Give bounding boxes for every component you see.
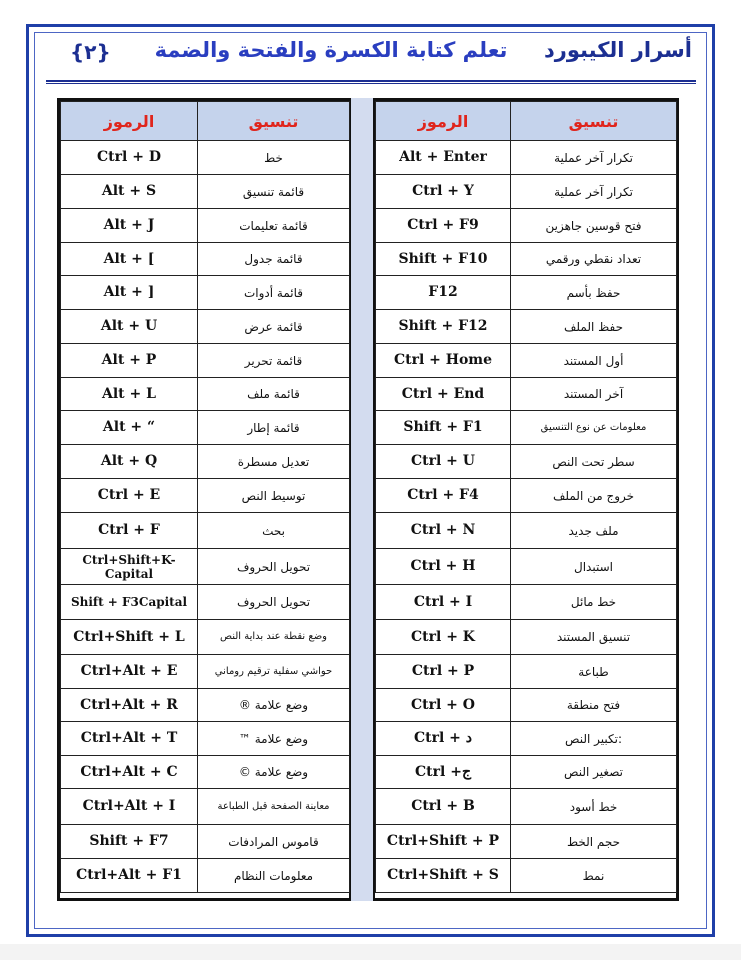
table-row (61, 655, 350, 689)
shortcut-key-cell: Shift + F12 (376, 310, 511, 344)
header-format: تنسيق (198, 102, 350, 141)
shortcut-key-cell: Ctrl+Alt + F1 (61, 859, 198, 893)
shortcut-key-cell: Alt + [ (61, 243, 198, 276)
header-format: تنسيق (511, 102, 677, 141)
shortcut-key-cell: Ctrl+Alt + R (61, 689, 198, 722)
table-row (61, 445, 350, 479)
table-row (376, 859, 677, 893)
shortcut-key-cell: Alt + “ (61, 411, 198, 445)
shortcut-description-cell: تعديل مسطرة (198, 445, 350, 479)
table-row (376, 620, 677, 655)
table-row (61, 789, 350, 825)
shortcut-key-cell: Ctrl + U (376, 445, 511, 479)
shortcut-key-cell: Alt + J (61, 209, 198, 243)
bottom-margin (0, 944, 741, 960)
header-symbols: الرموز (61, 102, 198, 141)
table-row (376, 411, 677, 445)
shortcut-key-cell: Ctrl+Shift+K-Capital (61, 549, 198, 585)
shortcut-key-cell: Ctrl+Shift + L (61, 620, 198, 655)
shortcut-key-cell: Ctrl + Home (376, 344, 511, 378)
shortcut-description-cell: أول المستند (511, 344, 677, 378)
shortcut-key-cell: Alt + U (61, 310, 198, 344)
shortcut-description-cell: تعداد نقطي ورقمي (511, 243, 677, 276)
shortcut-key-cell: Ctrl+Alt + I (61, 789, 198, 825)
shortcut-description-cell: توسيط النص (198, 479, 350, 513)
table-row (376, 789, 677, 825)
shortcut-description-cell: خط مائل (511, 585, 677, 620)
shortcut-description-cell: حفظ بأسم (511, 276, 677, 310)
shortcut-key-cell: Shift + F7 (61, 825, 198, 859)
table-row (61, 756, 350, 789)
shortcut-description-cell: تحويل الحروف (198, 549, 350, 585)
shortcut-key-cell: Ctrl + N (376, 513, 511, 549)
shortcut-description-cell: حفظ الملف (511, 310, 677, 344)
shortcut-description-cell: آخر المستند (511, 378, 677, 411)
shortcut-description-cell: فتح منطقة (511, 689, 677, 722)
table-row (61, 825, 350, 859)
shortcut-key-cell: Ctrl + F9 (376, 209, 511, 243)
page-number-badge: {٢} (70, 40, 111, 64)
table-row (376, 209, 677, 243)
shortcut-description-cell: تحويل الحروف (198, 585, 350, 620)
shortcut-key-cell: Ctrl+Shift + S (376, 859, 511, 893)
header-divider (46, 80, 696, 84)
table-header-row (376, 102, 677, 141)
table-row (376, 276, 677, 310)
shortcut-key-cell: Ctrl+Shift + P (376, 825, 511, 859)
shortcut-key-cell: Ctrl + F (61, 513, 198, 549)
page-header (40, 34, 700, 76)
shortcut-description-cell: بحث (198, 513, 350, 549)
shortcut-key-cell: F12 (376, 276, 511, 310)
title-main: أسرار الكيبورد (544, 38, 692, 62)
table-row (376, 344, 677, 378)
shortcut-key-cell: Ctrl +ج (376, 756, 511, 789)
table-row (61, 513, 350, 549)
shortcut-key-cell: Ctrl + H (376, 549, 511, 585)
shortcut-description-cell: معلومات عن نوع التنسيق (511, 411, 677, 445)
shortcut-description-cell: معاينة الصفحة قبل الطباعة (198, 789, 350, 825)
table-header-row (61, 102, 350, 141)
shortcut-description-cell: قائمة جدول (198, 243, 350, 276)
shortcut-description-cell: خروج من الملف (511, 479, 677, 513)
right-table-body (376, 141, 677, 893)
table-row (376, 689, 677, 722)
shortcut-key-cell: Ctrl + K (376, 620, 511, 655)
table-row (61, 479, 350, 513)
shortcut-key-cell: Alt + L (61, 378, 198, 411)
shortcut-description-cell: حجم الخط (511, 825, 677, 859)
shortcut-description-cell: فتح قوسين جاهزين (511, 209, 677, 243)
table-row (61, 722, 350, 756)
shortcut-description-cell: قائمة تنسيق (198, 175, 350, 209)
shortcut-description-cell: قائمة أدوات (198, 276, 350, 310)
table-row (376, 513, 677, 549)
shortcut-key-cell: Ctrl+Alt + E (61, 655, 198, 689)
shortcut-description-cell: قائمة تعليمات (198, 209, 350, 243)
table-row (376, 585, 677, 620)
table-row (61, 689, 350, 722)
shortcut-description-cell: :تكبير النص (511, 722, 677, 756)
shortcut-description-cell: قائمة ملف (198, 378, 350, 411)
shortcut-description-cell: استبدال (511, 549, 677, 585)
table-row (61, 175, 350, 209)
shortcut-key-cell: Ctrl + O (376, 689, 511, 722)
shortcut-key-cell: Ctrl + D (61, 141, 198, 175)
table-row (376, 243, 677, 276)
table-row (376, 756, 677, 789)
shortcut-description-cell: تكرار آخر عملية (511, 141, 677, 175)
table-column-divider (349, 98, 375, 901)
left-shortcuts-table (60, 101, 350, 893)
table-row (376, 445, 677, 479)
shortcut-description-cell: قائمة إطار (198, 411, 350, 445)
shortcut-description-cell: نمط (511, 859, 677, 893)
left-table-body (61, 141, 350, 893)
shortcut-key-cell: Shift + F3Capital (61, 585, 198, 620)
shortcut-key-cell: Ctrl + E (61, 479, 198, 513)
header-symbols: الرموز (376, 102, 511, 141)
shortcut-key-cell: Ctrl+Alt + C (61, 756, 198, 789)
shortcut-description-cell: وضع نقطة عند بداية النص (198, 620, 350, 655)
table-row (376, 549, 677, 585)
shortcut-key-cell: Ctrl + I (376, 585, 511, 620)
shortcut-description-cell: وضع علامة ® (198, 689, 350, 722)
shortcut-key-cell: Alt + S (61, 175, 198, 209)
shortcut-key-cell: Alt + Q (61, 445, 198, 479)
table-row (376, 825, 677, 859)
table-row (61, 585, 350, 620)
table-row (61, 209, 350, 243)
shortcut-key-cell: Ctrl+Alt + T (61, 722, 198, 756)
shortcut-description-cell: معلومات النظام (198, 859, 350, 893)
shortcut-key-cell: Ctrl + B (376, 789, 511, 825)
shortcut-key-cell: Ctrl + End (376, 378, 511, 411)
shortcut-key-cell: Ctrl + F4 (376, 479, 511, 513)
table-row (61, 859, 350, 893)
table-row (376, 310, 677, 344)
shortcut-key-cell: Alt + Enter (376, 141, 511, 175)
shortcut-description-cell: قائمة عرض (198, 310, 350, 344)
title-subtitle: تعلم كتابة الكسرة والفتحة والضمة (154, 38, 508, 62)
shortcut-description-cell: خط (198, 141, 350, 175)
table-row (376, 141, 677, 175)
shortcut-description-cell: ملف جديد (511, 513, 677, 549)
shortcut-description-cell: قائمة تحرير (198, 344, 350, 378)
shortcut-description-cell: تكرار آخر عملية (511, 175, 677, 209)
table-row (376, 655, 677, 689)
table-row (61, 411, 350, 445)
shortcut-key-cell: Ctrl + Y (376, 175, 511, 209)
table-row (61, 620, 350, 655)
shortcut-description-cell: خط أسود (511, 789, 677, 825)
shortcut-description-cell: تنسيق المستند (511, 620, 677, 655)
shortcut-key-cell: Ctrl + د (376, 722, 511, 756)
shortcut-key-cell: Alt + ] (61, 276, 198, 310)
table-row (376, 722, 677, 756)
shortcut-key-cell: Shift + F1 (376, 411, 511, 445)
shortcut-description-cell: تصغير النص (511, 756, 677, 789)
table-row (61, 276, 350, 310)
shortcut-description-cell: وضع علامة ™ (198, 722, 350, 756)
table-row (61, 141, 350, 175)
right-shortcuts-table (375, 101, 677, 893)
shortcut-description-cell: وضع علامة © (198, 756, 350, 789)
table-row (61, 344, 350, 378)
table-row (61, 378, 350, 411)
shortcut-description-cell: سطر تحت النص (511, 445, 677, 479)
table-row (61, 310, 350, 344)
shortcut-key-cell: Ctrl + P (376, 655, 511, 689)
shortcut-description-cell: قاموس المرادفات (198, 825, 350, 859)
table-row (376, 378, 677, 411)
table-row (61, 549, 350, 585)
table-row (61, 243, 350, 276)
table-row (376, 175, 677, 209)
shortcut-key-cell: Shift + F10 (376, 243, 511, 276)
page-title (155, 38, 692, 62)
shortcut-key-cell: Alt + P (61, 344, 198, 378)
table-row (376, 479, 677, 513)
shortcut-description-cell: حواشي سفلية ترقيم روماني (198, 655, 350, 689)
shortcut-description-cell: طباعة (511, 655, 677, 689)
